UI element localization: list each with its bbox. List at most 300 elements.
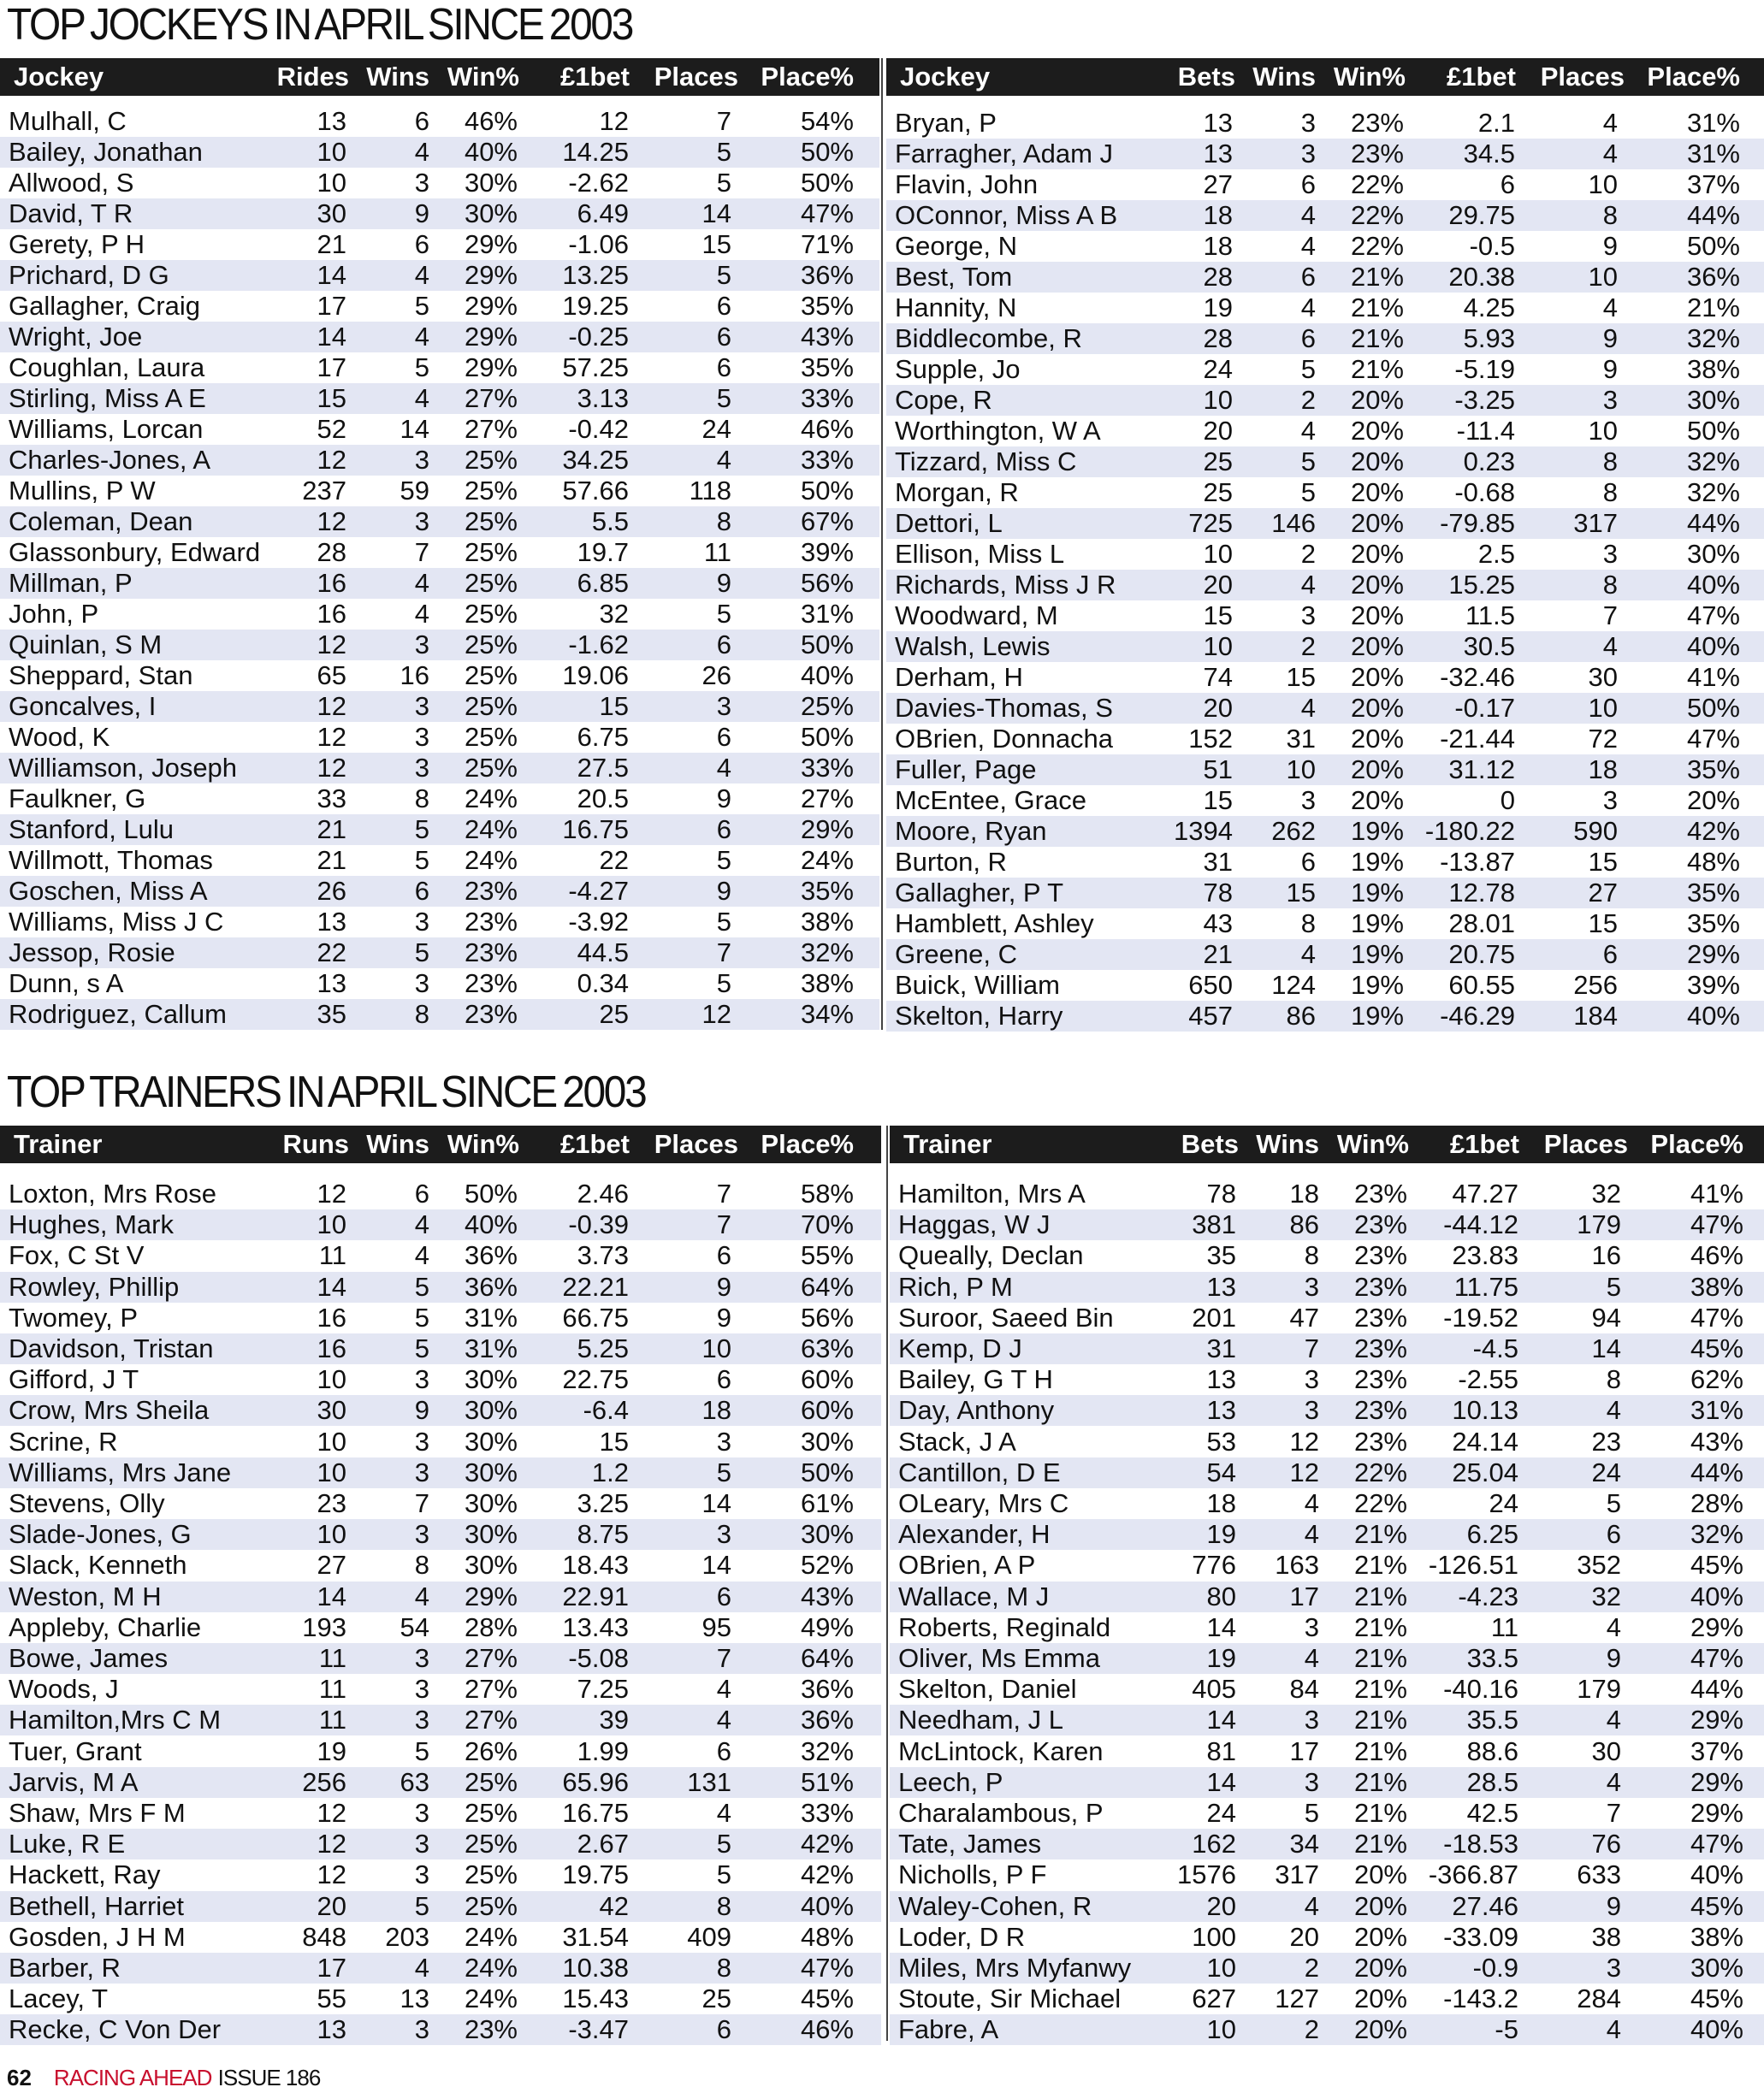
cell-wins: 34 <box>1289 1829 1319 1859</box>
cell-win-pct: 20% <box>1353 2014 1407 2045</box>
cell-name: Skelton, Daniel <box>898 1674 1077 1705</box>
cell-wins: 4 <box>1300 570 1316 600</box>
cell-wins: 8 <box>414 1550 429 1581</box>
table-row <box>0 1984 881 2014</box>
cell-rides: 27 <box>317 1550 346 1581</box>
cell-wins: 3 <box>414 1364 429 1395</box>
cell-one-pound-bet: 14.25 <box>562 137 629 167</box>
cell-win-pct: 25% <box>464 537 518 567</box>
cell-one-pound-bet: 27.46 <box>1452 1890 1518 1921</box>
cell-places: 7 <box>716 106 731 136</box>
table-row <box>0 568 879 599</box>
cell-name: Fuller, Page <box>895 754 1037 784</box>
cell-places: 4 <box>716 1798 731 1828</box>
cell-one-pound-bet: 57.66 <box>562 476 629 506</box>
cell-wins: 5 <box>414 1735 429 1766</box>
cell-name: Best, Tom <box>895 262 1013 292</box>
cell-name: Hamilton,Mrs C M <box>9 1705 222 1735</box>
cell-wins: 4 <box>1304 1519 1319 1550</box>
cell-place-pct: 40% <box>1690 1859 1743 1890</box>
cell-one-pound-bet: 0.23 <box>1463 446 1515 476</box>
cell-place-pct: 45% <box>1690 1984 1743 2014</box>
table-row <box>890 1427 1764 1457</box>
trainers-right-table-body <box>890 1179 1764 2046</box>
cell-name: Twomey, P <box>9 1302 139 1333</box>
cell-win-pct: 23% <box>1353 1179 1407 1209</box>
cell-win-pct: 30% <box>464 1457 518 1487</box>
cell-win-pct: 24% <box>464 1953 518 1983</box>
cell-bets: 14 <box>1206 1705 1236 1735</box>
cell-bets: 35 <box>1206 1240 1236 1271</box>
cell-name: Crow, Mrs Sheila <box>9 1395 210 1426</box>
cell-name: Mulhall, C <box>9 106 127 136</box>
cell-places: 6 <box>716 630 731 659</box>
cell-places: 4 <box>1606 1705 1621 1735</box>
cell-name: Gallagher, Craig <box>9 291 201 321</box>
cell-one-pound-bet: 42 <box>599 1890 629 1921</box>
cell-wins: 9 <box>414 1395 429 1426</box>
table-row <box>0 291 879 322</box>
cell-rides: 11 <box>318 1674 346 1705</box>
cell-rides: 12 <box>317 691 346 721</box>
cell-rides: 10 <box>317 1209 346 1240</box>
jockeys-right-table-body <box>886 108 1764 1032</box>
cell-wins: 3 <box>1304 1271 1319 1302</box>
table-row <box>0 1333 881 1364</box>
cell-name: Bailey, G T H <box>898 1364 1053 1395</box>
cell-name: Haggas, W J <box>898 1209 1051 1240</box>
cell-name: Williams, Miss J C <box>9 907 224 937</box>
cell-name: Jarvis, M A <box>9 1766 139 1797</box>
cell-rides: 13 <box>317 907 346 937</box>
cell-wins: 4 <box>414 1209 429 1240</box>
cell-rides: 14 <box>317 260 346 290</box>
cell-wins: 17 <box>1289 1735 1319 1766</box>
cell-place-pct: 58% <box>800 1179 854 1209</box>
cell-one-pound-bet: 0.34 <box>577 968 629 998</box>
cell-win-pct: 23% <box>1350 108 1404 138</box>
cell-wins: 16 <box>400 660 429 690</box>
cell-name: Sheppard, Stan <box>9 660 193 690</box>
cell-bets: 13 <box>1206 1395 1236 1426</box>
cell-win-pct: 50% <box>464 1179 518 1209</box>
cell-win-pct: 29% <box>464 291 518 321</box>
cell-win-pct: 27% <box>464 1643 518 1673</box>
cell-bets: 53 <box>1206 1426 1236 1457</box>
table-row <box>0 1364 881 1395</box>
cell-win-pct: 27% <box>464 414 518 444</box>
table-row <box>890 1798 1764 1829</box>
cell-places: 10 <box>1588 169 1618 199</box>
page-number: 62 <box>7 2065 32 2090</box>
cell-wins: 3 <box>414 968 429 998</box>
cell-places: 3 <box>716 691 731 721</box>
cell-win-pct: 23% <box>1353 1240 1407 1271</box>
cell-places: 72 <box>1588 724 1618 754</box>
table-row <box>886 139 1764 169</box>
cell-places: 16 <box>1591 1240 1621 1271</box>
table-row <box>0 999 879 1030</box>
table-row <box>890 1240 1764 1271</box>
cell-places: 118 <box>689 476 731 506</box>
cell-win-pct: 26% <box>464 1735 518 1766</box>
cell-places: 9 <box>716 568 731 598</box>
cell-places: 6 <box>1606 1519 1621 1550</box>
cell-wins: 4 <box>1300 416 1316 446</box>
cell-places: 10 <box>701 1333 731 1363</box>
table-row <box>886 416 1764 446</box>
cell-places: 3 <box>1602 385 1618 415</box>
cell-wins: 10 <box>1286 754 1316 784</box>
cell-one-pound-bet: -0.9 <box>1472 1953 1518 1983</box>
cell-one-pound-bet: 34.25 <box>562 445 629 475</box>
table-row <box>890 1488 1764 1519</box>
cell-one-pound-bet: 10.13 <box>1452 1395 1518 1426</box>
cell-name: Stirling, Miss A E <box>9 383 206 413</box>
cell-name: McLintock, Karen <box>898 1735 1104 1766</box>
cell-bets: 162 <box>1192 1829 1236 1859</box>
table-row <box>0 630 879 660</box>
cell-rides: 12 <box>317 506 346 536</box>
cell-one-pound-bet: 19.75 <box>562 1859 629 1890</box>
cell-wins: 7 <box>414 537 429 567</box>
cell-one-pound-bet: 19.25 <box>562 291 629 321</box>
cell-place-pct: 36% <box>800 1705 854 1735</box>
cell-one-pound-bet: -3.92 <box>568 907 629 937</box>
cell-name: Slack, Kenneth <box>9 1550 187 1581</box>
table-row <box>0 506 879 537</box>
cell-one-pound-bet: 39 <box>599 1705 629 1735</box>
cell-win-pct: 29% <box>464 322 518 352</box>
table-row <box>0 1395 881 1426</box>
trainers-column-divider <box>886 1126 888 2041</box>
table-row <box>890 1179 1764 1209</box>
cell-places: 18 <box>1588 754 1618 784</box>
cell-wins: 4 <box>1300 939 1316 969</box>
cell-name: OBrien, A P <box>898 1550 1036 1581</box>
cell-one-pound-bet: 0 <box>1500 785 1515 815</box>
cell-name: Walsh, Lewis <box>895 631 1051 661</box>
cell-name: Day, Anthony <box>898 1395 1055 1426</box>
cell-place-pct: 45% <box>800 1984 854 2014</box>
cell-bets: 381 <box>1192 1209 1236 1240</box>
cell-places: 9 <box>1606 1890 1621 1921</box>
cell-bets: 1394 <box>1174 816 1233 846</box>
cell-win-pct: 25% <box>464 599 518 629</box>
cell-name: Loder, D R <box>898 1921 1026 1952</box>
cell-one-pound-bet: -1.06 <box>568 229 629 259</box>
cell-wins: 2 <box>1304 1953 1319 1983</box>
cell-place-pct: 61% <box>800 1488 854 1518</box>
cell-win-pct: 46% <box>464 106 518 136</box>
cell-win-pct: 20% <box>1350 477 1404 507</box>
cell-name: Wright, Joe <box>9 322 143 352</box>
cell-one-pound-bet: 22.21 <box>562 1271 629 1302</box>
cell-places: 8 <box>1602 446 1618 476</box>
cell-wins: 7 <box>1304 1333 1319 1363</box>
cell-name: Faulkner, G <box>9 783 146 813</box>
cell-wins: 3 <box>1300 785 1316 815</box>
table-row <box>890 1859 1764 1890</box>
cell-win-pct: 21% <box>1353 1581 1407 1611</box>
cell-place-pct: 33% <box>800 753 854 783</box>
cell-win-pct: 40% <box>464 1209 518 1240</box>
cell-places: 14 <box>701 1550 731 1581</box>
cell-places: 15 <box>701 229 731 259</box>
cell-win-pct: 21% <box>1353 1705 1407 1735</box>
cell-places: 76 <box>1591 1829 1621 1859</box>
cell-rides: 10 <box>317 1519 346 1550</box>
cell-place-pct: 50% <box>1686 231 1740 261</box>
cell-wins: 5 <box>414 1890 429 1921</box>
cell-win-pct: 25% <box>464 1798 518 1828</box>
cell-place-pct: 33% <box>800 1798 854 1828</box>
cell-bets: 74 <box>1203 662 1233 692</box>
trainers-left-table-body <box>0 1179 881 2046</box>
cell-name: Shaw, Mrs F M <box>9 1798 186 1828</box>
cell-place-pct: 64% <box>800 1271 854 1302</box>
cell-wins: 4 <box>414 383 429 413</box>
cell-one-pound-bet: -126.51 <box>1428 1550 1518 1581</box>
table-row <box>890 1705 1764 1735</box>
cell-places: 4 <box>1606 1395 1621 1426</box>
cell-wins: 86 <box>1286 1001 1316 1031</box>
cell-bets: 24 <box>1206 1798 1236 1828</box>
cell-name: Rodriguez, Callum <box>9 999 227 1029</box>
cell-one-pound-bet: 8.75 <box>577 1519 629 1550</box>
cell-wins: 17 <box>1289 1581 1319 1611</box>
cell-places: 94 <box>1591 1302 1621 1333</box>
cell-rides: 10 <box>317 168 346 198</box>
cell-bets: 10 <box>1203 385 1233 415</box>
cell-name: Flavin, John <box>895 169 1039 199</box>
cell-win-pct: 20% <box>1350 693 1404 723</box>
cell-one-pound-bet: -13.87 <box>1440 847 1515 877</box>
cell-place-pct: 41% <box>1686 662 1740 692</box>
cell-places: 4 <box>1606 1611 1621 1642</box>
cell-place-pct: 32% <box>1686 477 1740 507</box>
cell-bets: 13 <box>1206 1364 1236 1395</box>
column-header-name: Trainer <box>14 1129 103 1159</box>
cell-rides: 13 <box>317 106 346 136</box>
table-row <box>886 169 1764 200</box>
cell-rides: 16 <box>317 599 346 629</box>
cell-one-pound-bet: -5 <box>1495 2014 1518 2045</box>
table-row <box>886 231 1764 262</box>
cell-bets: 31 <box>1206 1333 1236 1363</box>
cell-name: Williams, Lorcan <box>9 414 204 444</box>
cell-places: 4 <box>716 445 731 475</box>
cell-place-pct: 47% <box>1686 600 1740 630</box>
cell-win-pct: 24% <box>464 845 518 875</box>
cell-rides: 23 <box>317 1488 346 1518</box>
cell-name: Prichard, D G <box>9 260 169 290</box>
cell-places: 15 <box>1588 847 1618 877</box>
cell-rides: 11 <box>318 1240 346 1271</box>
cell-places: 38 <box>1591 1921 1621 1952</box>
cell-wins: 8 <box>1300 908 1316 938</box>
cell-win-pct: 19% <box>1350 908 1404 938</box>
table-row <box>890 1333 1764 1364</box>
table-row <box>0 352 879 383</box>
cell-wins: 3 <box>414 506 429 536</box>
table-row <box>0 198 879 229</box>
cell-win-pct: 20% <box>1350 416 1404 446</box>
cell-places: 7 <box>1602 600 1618 630</box>
cell-one-pound-bet: 12 <box>599 106 629 136</box>
cell-one-pound-bet: -18.53 <box>1443 1829 1518 1859</box>
cell-places: 4 <box>716 753 731 783</box>
cell-name: John, P <box>9 599 99 629</box>
cell-places: 184 <box>1573 1001 1618 1031</box>
cell-rides: 12 <box>317 445 346 475</box>
cell-place-pct: 48% <box>800 1921 854 1952</box>
cell-place-pct: 35% <box>1686 878 1740 908</box>
cell-rides: 14 <box>317 322 346 352</box>
cell-place-pct: 33% <box>800 383 854 413</box>
cell-win-pct: 30% <box>464 1426 518 1457</box>
cell-one-pound-bet: -1.62 <box>568 630 629 659</box>
cell-places: 284 <box>1577 1984 1621 2014</box>
cell-wins: 6 <box>1300 262 1316 292</box>
cell-one-pound-bet: -11.4 <box>1456 416 1515 446</box>
cell-name: Tate, James <box>898 1829 1042 1859</box>
cell-win-pct: 19% <box>1350 878 1404 908</box>
table-row <box>886 662 1764 693</box>
cell-place-pct: 40% <box>1690 2014 1743 2045</box>
cell-places: 24 <box>701 414 731 444</box>
cell-place-pct: 56% <box>800 568 854 598</box>
table-row <box>0 414 879 445</box>
table-row <box>890 1674 1764 1705</box>
jockeys-left-header-row <box>0 58 879 96</box>
cell-wins: 5 <box>1300 354 1316 384</box>
cell-places: 4 <box>1602 631 1618 661</box>
cell-one-pound-bet: 10.38 <box>562 1953 629 1983</box>
table-row <box>886 816 1764 847</box>
cell-one-pound-bet: 22 <box>599 845 629 875</box>
cell-win-pct: 21% <box>1353 1829 1407 1859</box>
table-row <box>890 1209 1764 1240</box>
cell-win-pct: 21% <box>1350 354 1404 384</box>
cell-wins: 4 <box>414 322 429 352</box>
cell-win-pct: 31% <box>464 1333 518 1363</box>
cell-place-pct: 35% <box>1686 908 1740 938</box>
table-row <box>0 968 879 999</box>
cell-win-pct: 27% <box>464 1705 518 1735</box>
cell-one-pound-bet: 66.75 <box>562 1302 629 1333</box>
cell-place-pct: 46% <box>800 414 854 444</box>
table-row <box>0 476 879 506</box>
cell-win-pct: 20% <box>1350 600 1404 630</box>
column-header-wins: Wins <box>1252 62 1316 92</box>
table-row <box>0 1488 881 1519</box>
cell-wins: 3 <box>414 907 429 937</box>
cell-name: Oliver, Ms Emma <box>898 1643 1100 1673</box>
cell-rides: 10 <box>317 1457 346 1487</box>
cell-one-pound-bet: -0.25 <box>568 322 629 352</box>
table-row <box>0 537 879 568</box>
cell-win-pct: 25% <box>464 445 518 475</box>
cell-one-pound-bet: 1.99 <box>577 1735 629 1766</box>
cell-name: Weston, M H <box>9 1581 162 1611</box>
cell-wins: 3 <box>414 1798 429 1828</box>
cell-name: Wood, K <box>9 722 110 752</box>
cell-bets: 20 <box>1203 416 1233 446</box>
cell-bets: 54 <box>1206 1457 1236 1487</box>
column-header-one-pound-bet: £1bet <box>1447 62 1516 92</box>
cell-rides: 17 <box>317 352 346 382</box>
table-row <box>0 1457 881 1488</box>
cell-places: 8 <box>1606 1364 1621 1395</box>
table-row <box>0 445 879 476</box>
cell-one-pound-bet: -79.85 <box>1440 508 1515 538</box>
cell-one-pound-bet: 3.25 <box>577 1488 629 1518</box>
cell-win-pct: 25% <box>464 753 518 783</box>
table-row <box>0 1582 881 1612</box>
cell-win-pct: 21% <box>1353 1519 1407 1550</box>
cell-win-pct: 19% <box>1350 970 1404 1000</box>
cell-one-pound-bet: 15.25 <box>1448 570 1515 600</box>
cell-places: 4 <box>1606 1766 1621 1797</box>
cell-places: 10 <box>1588 416 1618 446</box>
cell-place-pct: 40% <box>800 1890 854 1921</box>
cell-place-pct: 55% <box>800 1240 854 1271</box>
column-header-name: Jockey <box>14 62 104 92</box>
cell-wins: 3 <box>414 630 429 659</box>
cell-one-pound-bet: -366.87 <box>1428 1859 1518 1890</box>
cell-wins: 4 <box>1304 1890 1319 1921</box>
cell-name: Ellison, Miss L <box>895 539 1065 569</box>
cell-one-pound-bet: 19.06 <box>562 660 629 690</box>
cell-place-pct: 39% <box>800 537 854 567</box>
cell-rides: 12 <box>317 1798 346 1828</box>
cell-places: 5 <box>716 1859 731 1890</box>
cell-wins: 31 <box>1286 724 1316 754</box>
table-row <box>0 753 879 783</box>
cell-rides: 65 <box>317 660 346 690</box>
cell-places: 5 <box>716 260 731 290</box>
cell-wins: 3 <box>414 168 429 198</box>
cell-wins: 3 <box>1300 139 1316 169</box>
cell-one-pound-bet: 16.75 <box>562 814 629 844</box>
cell-rides: 35 <box>317 999 346 1029</box>
column-header-place-pct: Place% <box>761 62 854 92</box>
cell-name: Greene, C <box>895 939 1018 969</box>
cell-place-pct: 29% <box>1690 1611 1743 1642</box>
cell-one-pound-bet: 28.01 <box>1448 908 1515 938</box>
cell-wins: 59 <box>400 476 429 506</box>
cell-wins: 5 <box>414 1333 429 1363</box>
cell-wins: 5 <box>1304 1798 1319 1828</box>
column-header-places: Places <box>1543 1129 1628 1159</box>
cell-places: 32 <box>1591 1179 1621 1209</box>
cell-rides: 52 <box>317 414 346 444</box>
cell-place-pct: 31% <box>800 599 854 629</box>
cell-bets: 19 <box>1203 293 1233 322</box>
table-row <box>0 1643 881 1674</box>
cell-rides: 20 <box>317 1890 346 1921</box>
cell-name: Stoute, Sir Michael <box>898 1984 1122 2014</box>
cell-bets: 19 <box>1206 1519 1236 1550</box>
table-row <box>890 2014 1764 2045</box>
cell-bets: 14 <box>1206 1611 1236 1642</box>
cell-places: 590 <box>1573 816 1618 846</box>
cell-one-pound-bet: 15.43 <box>562 1984 629 2014</box>
cell-win-pct: 20% <box>1350 724 1404 754</box>
cell-places: 7 <box>716 1209 731 1240</box>
cell-bets: 18 <box>1206 1488 1236 1518</box>
